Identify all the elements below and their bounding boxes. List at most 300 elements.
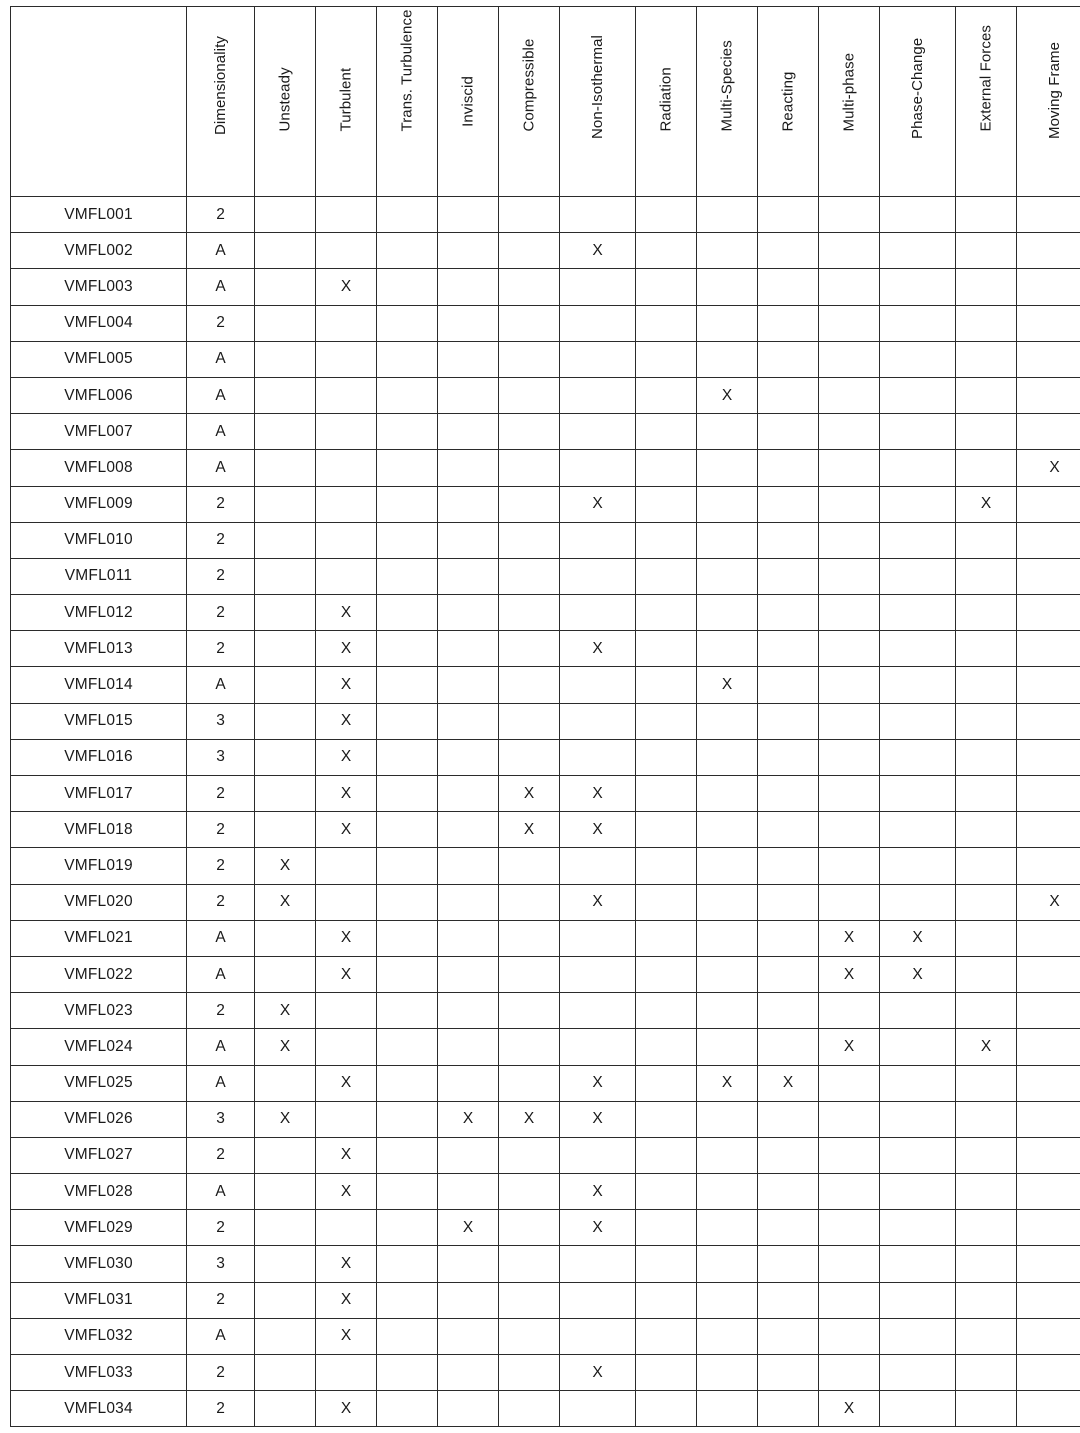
cell-mark (560, 1391, 636, 1427)
cell-mark (636, 269, 697, 305)
cell-mark: X (819, 920, 880, 956)
cell-mark (697, 558, 758, 594)
cell-mark (1017, 341, 1080, 377)
cell-dimensionality: A (187, 377, 255, 413)
cell-mark (636, 558, 697, 594)
cell-mark (499, 595, 560, 631)
row-id-cell: VMFL012 (11, 595, 187, 631)
cell-mark (438, 595, 499, 631)
table-row (11, 341, 1080, 377)
row-id-cell: VMFL016 (11, 739, 187, 775)
cell-mark: X (316, 1282, 377, 1318)
cell-mark (956, 667, 1017, 703)
cell-dimensionality: 2 (187, 1210, 255, 1246)
cell-mark: X (499, 1101, 560, 1137)
cell-mark (697, 631, 758, 667)
cell-mark (697, 1355, 758, 1391)
cell-mark (316, 197, 377, 233)
cell-mark (560, 920, 636, 956)
cell-dimensionality: 2 (187, 631, 255, 667)
table-row (11, 1246, 1080, 1282)
cell-mark (819, 1065, 880, 1101)
cell-mark (499, 269, 560, 305)
cell-mark: X (316, 1246, 377, 1282)
cell-dimensionality: 2 (187, 1137, 255, 1173)
cell-mark (880, 1282, 956, 1318)
cell-mark (377, 1174, 438, 1210)
cell-mark (377, 1210, 438, 1246)
cell-mark (255, 377, 316, 413)
cell-mark (880, 1065, 956, 1101)
cell-mark (1017, 269, 1080, 305)
cell-dimensionality: 2 (187, 776, 255, 812)
cell-mark: X (255, 848, 316, 884)
cell-mark (377, 522, 438, 558)
row-id-cell: VMFL011 (11, 558, 187, 594)
cell-mark (697, 920, 758, 956)
column-header-reacting (758, 7, 819, 197)
cell-mark (499, 1065, 560, 1101)
cell-mark (880, 377, 956, 413)
cell-mark (438, 776, 499, 812)
cell-mark (255, 1282, 316, 1318)
cell-mark (255, 776, 316, 812)
cell-mark (880, 703, 956, 739)
cell-dimensionality: 2 (187, 812, 255, 848)
row-id-cell: VMFL017 (11, 776, 187, 812)
cell-mark (1017, 993, 1080, 1029)
cell-mark (697, 233, 758, 269)
cell-mark (377, 920, 438, 956)
cell-mark (758, 1137, 819, 1173)
cell-mark (819, 703, 880, 739)
cell-mark (1017, 1318, 1080, 1354)
cell-dimensionality: 2 (187, 595, 255, 631)
cell-mark: X (316, 269, 377, 305)
cell-mark (956, 1318, 1017, 1354)
cell-mark (377, 305, 438, 341)
cell-mark (636, 305, 697, 341)
cell-mark (819, 1210, 880, 1246)
cell-mark (636, 1029, 697, 1065)
cell-mark (438, 703, 499, 739)
cell-mark (1017, 956, 1080, 992)
cell-mark (819, 993, 880, 1029)
cell-mark (316, 884, 377, 920)
cell-mark (880, 1029, 956, 1065)
cell-mark (880, 233, 956, 269)
cell-mark (499, 450, 560, 486)
cell-mark (697, 1174, 758, 1210)
cell-mark (636, 522, 697, 558)
cell-dimensionality: 2 (187, 993, 255, 1029)
cell-mark (316, 341, 377, 377)
cell-mark (255, 1174, 316, 1210)
cell-mark (956, 1210, 1017, 1246)
cell-mark (438, 884, 499, 920)
cell-mark (758, 1101, 819, 1137)
cell-mark (1017, 1029, 1080, 1065)
cell-mark (1017, 1065, 1080, 1101)
cell-mark (697, 884, 758, 920)
cell-mark (377, 1282, 438, 1318)
table-row (11, 1282, 1080, 1318)
cell-mark (956, 269, 1017, 305)
row-id-cell: VMFL004 (11, 305, 187, 341)
row-id-cell: VMFL018 (11, 812, 187, 848)
table-row (11, 956, 1080, 992)
cell-mark (255, 197, 316, 233)
cell-mark (377, 558, 438, 594)
row-id-cell: VMFL015 (11, 703, 187, 739)
cell-mark (880, 1210, 956, 1246)
table-row (11, 631, 1080, 667)
cell-mark (377, 848, 438, 884)
cell-mark (880, 667, 956, 703)
table-row (11, 1355, 1080, 1391)
cell-mark (316, 1210, 377, 1246)
cell-mark (956, 1246, 1017, 1282)
row-id-cell: VMFL022 (11, 956, 187, 992)
cell-mark (636, 595, 697, 631)
cell-mark: X (255, 1029, 316, 1065)
cell-mark (499, 197, 560, 233)
cell-mark (956, 703, 1017, 739)
table-row (11, 233, 1080, 269)
cell-mark (377, 1318, 438, 1354)
cell-mark: X (316, 595, 377, 631)
cell-mark: X (316, 920, 377, 956)
cell-mark (377, 1101, 438, 1137)
row-id-cell: VMFL032 (11, 1318, 187, 1354)
cell-mark (956, 450, 1017, 486)
column-header-label: Reacting (779, 71, 797, 132)
cell-mark (1017, 812, 1080, 848)
cell-mark (956, 414, 1017, 450)
table-body (11, 197, 1080, 1427)
cell-mark (255, 1391, 316, 1427)
cell-mark (255, 522, 316, 558)
cell-mark: X (316, 739, 377, 775)
cell-mark (499, 1029, 560, 1065)
cell-mark (438, 197, 499, 233)
cell-mark (377, 233, 438, 269)
column-header-label: Non-Isothermal (589, 35, 606, 139)
cell-mark (819, 1355, 880, 1391)
cell-mark (255, 1065, 316, 1101)
cell-mark (499, 377, 560, 413)
cell-mark (697, 197, 758, 233)
cell-mark (255, 486, 316, 522)
cell-mark (758, 993, 819, 1029)
cell-mark: X (560, 776, 636, 812)
cell-mark (316, 1101, 377, 1137)
cell-mark (758, 884, 819, 920)
cell-mark (1017, 848, 1080, 884)
cell-mark (377, 993, 438, 1029)
cell-mark (697, 450, 758, 486)
cell-mark (636, 1391, 697, 1427)
cell-mark (377, 667, 438, 703)
row-id-cell: VMFL031 (11, 1282, 187, 1318)
cell-mark (819, 1137, 880, 1173)
cell-mark (499, 703, 560, 739)
cell-mark (438, 522, 499, 558)
table-row (11, 486, 1080, 522)
table-row (11, 558, 1080, 594)
cell-dimensionality: A (187, 450, 255, 486)
cell-mark (758, 776, 819, 812)
cell-mark (636, 1101, 697, 1137)
cell-mark (560, 993, 636, 1029)
cell-mark (758, 305, 819, 341)
cell-mark (636, 341, 697, 377)
cell-mark (438, 956, 499, 992)
cell-mark (316, 1029, 377, 1065)
cell-mark (880, 1246, 956, 1282)
cell-mark (880, 1101, 956, 1137)
table-row (11, 1137, 1080, 1173)
cell-mark (377, 1065, 438, 1101)
cell-mark (255, 920, 316, 956)
cell-mark (880, 884, 956, 920)
column-header-compressible (499, 7, 560, 197)
cell-mark (819, 414, 880, 450)
cell-mark (316, 848, 377, 884)
cell-mark: X (1017, 450, 1080, 486)
column-header-dimensionality (187, 7, 255, 197)
cell-mark (819, 1246, 880, 1282)
cell-mark (377, 776, 438, 812)
row-id-cell: VMFL005 (11, 341, 187, 377)
cell-mark: X (697, 1065, 758, 1101)
cell-mark (560, 848, 636, 884)
cell-mark (560, 1246, 636, 1282)
cell-mark (636, 1355, 697, 1391)
cell-mark: X (316, 956, 377, 992)
cell-mark (560, 703, 636, 739)
cell-mark (758, 956, 819, 992)
cell-mark (819, 269, 880, 305)
cell-mark (1017, 197, 1080, 233)
cell-mark (438, 812, 499, 848)
cell-mark (377, 812, 438, 848)
cell-mark (636, 667, 697, 703)
cell-mark (880, 812, 956, 848)
cell-mark (956, 631, 1017, 667)
table-row (11, 667, 1080, 703)
cell-mark (255, 1210, 316, 1246)
cell-mark (560, 414, 636, 450)
row-id-cell: VMFL024 (11, 1029, 187, 1065)
cell-mark (880, 1318, 956, 1354)
cell-mark (819, 450, 880, 486)
cell-mark (956, 233, 1017, 269)
cell-dimensionality: A (187, 1174, 255, 1210)
cell-mark (1017, 1174, 1080, 1210)
cell-mark (255, 341, 316, 377)
cell-mark (880, 993, 956, 1029)
cell-mark (697, 1318, 758, 1354)
cell-mark (758, 1210, 819, 1246)
cell-mark (255, 269, 316, 305)
cell-mark (255, 414, 316, 450)
cell-mark (255, 558, 316, 594)
cell-mark (697, 305, 758, 341)
row-id-cell: VMFL021 (11, 920, 187, 956)
cell-mark (636, 1174, 697, 1210)
cell-mark (499, 920, 560, 956)
cell-mark (819, 522, 880, 558)
column-header-label: Compressible (520, 38, 538, 132)
cell-mark: X (697, 377, 758, 413)
table-row (11, 305, 1080, 341)
cell-mark (819, 884, 880, 920)
cell-mark (377, 377, 438, 413)
cell-mark (819, 848, 880, 884)
cell-mark (956, 739, 1017, 775)
table-row (11, 522, 1080, 558)
cell-mark (697, 1137, 758, 1173)
cell-mark (1017, 233, 1080, 269)
cell-mark (697, 1391, 758, 1427)
cell-mark (956, 920, 1017, 956)
cell-mark (819, 595, 880, 631)
cell-mark (560, 1282, 636, 1318)
cell-mark (560, 1029, 636, 1065)
row-id-cell: VMFL026 (11, 1101, 187, 1137)
cell-mark (880, 1174, 956, 1210)
cell-mark (560, 269, 636, 305)
cell-mark (1017, 1355, 1080, 1391)
cell-mark: X (956, 486, 1017, 522)
cell-mark (560, 377, 636, 413)
cell-mark (819, 1282, 880, 1318)
cell-mark: X (499, 812, 560, 848)
cell-mark (560, 522, 636, 558)
cell-mark (560, 956, 636, 992)
cell-mark (819, 812, 880, 848)
cell-mark (438, 1282, 499, 1318)
cell-mark (758, 1029, 819, 1065)
cell-mark (377, 414, 438, 450)
cell-dimensionality: 2 (187, 1355, 255, 1391)
row-id-cell: VMFL020 (11, 884, 187, 920)
table-row (11, 739, 1080, 775)
column-header-label: External Forces (977, 24, 995, 132)
column-header-label: Trans. Turbulence (398, 9, 416, 132)
cell-mark (819, 1318, 880, 1354)
cell-mark: X (560, 1355, 636, 1391)
column-header-label: Radiation (657, 67, 675, 132)
cell-mark (499, 884, 560, 920)
cell-mark (316, 558, 377, 594)
cell-mark (758, 920, 819, 956)
cell-mark (499, 993, 560, 1029)
cell-mark (758, 595, 819, 631)
cell-mark (956, 558, 1017, 594)
cell-mark (560, 667, 636, 703)
table-row (11, 1210, 1080, 1246)
cell-mark (636, 1137, 697, 1173)
cell-mark (377, 1029, 438, 1065)
cell-mark (758, 341, 819, 377)
cell-mark: X (758, 1065, 819, 1101)
cell-dimensionality: 3 (187, 739, 255, 775)
cell-dimensionality: A (187, 1318, 255, 1354)
cell-mark (880, 558, 956, 594)
cell-mark (499, 522, 560, 558)
table-row (11, 197, 1080, 233)
cell-mark (499, 486, 560, 522)
cell-mark (499, 1318, 560, 1354)
cell-mark (499, 233, 560, 269)
row-id-cell: VMFL027 (11, 1137, 187, 1173)
cell-mark (636, 450, 697, 486)
table-row (11, 595, 1080, 631)
cell-mark (956, 993, 1017, 1029)
cell-mark (880, 414, 956, 450)
cell-mark (438, 1391, 499, 1427)
cell-mark (880, 739, 956, 775)
cell-mark: X (819, 956, 880, 992)
cell-mark (758, 703, 819, 739)
cell-mark (438, 1029, 499, 1065)
cell-mark (956, 305, 1017, 341)
cell-mark (819, 233, 880, 269)
cell-mark (377, 1246, 438, 1282)
cell-mark (560, 1318, 636, 1354)
cell-mark (377, 1391, 438, 1427)
cell-mark (438, 486, 499, 522)
cell-mark (438, 269, 499, 305)
cell-mark (499, 305, 560, 341)
cell-mark: X (560, 884, 636, 920)
table-row (11, 1101, 1080, 1137)
cell-mark (880, 848, 956, 884)
row-id-cell: VMFL008 (11, 450, 187, 486)
cell-dimensionality: 3 (187, 703, 255, 739)
cell-dimensionality: A (187, 956, 255, 992)
cell-mark (819, 667, 880, 703)
cell-mark (438, 1246, 499, 1282)
cell-mark (636, 848, 697, 884)
column-header-label: Turbulent (337, 67, 355, 132)
cell-mark (255, 450, 316, 486)
cell-mark (956, 884, 1017, 920)
cell-mark (636, 812, 697, 848)
cell-mark: X (560, 1210, 636, 1246)
cell-mark (438, 377, 499, 413)
cell-dimensionality: 2 (187, 486, 255, 522)
row-id-cell: VMFL014 (11, 667, 187, 703)
cell-mark (956, 1065, 1017, 1101)
row-id-cell: VMFL034 (11, 1391, 187, 1427)
cell-mark (956, 956, 1017, 992)
cell-mark (880, 305, 956, 341)
cell-mark (438, 1137, 499, 1173)
cell-mark (956, 595, 1017, 631)
cell-mark (1017, 1210, 1080, 1246)
cell-dimensionality: 2 (187, 305, 255, 341)
cell-mark (956, 377, 1017, 413)
cell-mark (636, 776, 697, 812)
cell-mark (255, 595, 316, 631)
cell-mark (636, 631, 697, 667)
cell-mark (880, 595, 956, 631)
table-row (11, 884, 1080, 920)
cell-mark (438, 920, 499, 956)
